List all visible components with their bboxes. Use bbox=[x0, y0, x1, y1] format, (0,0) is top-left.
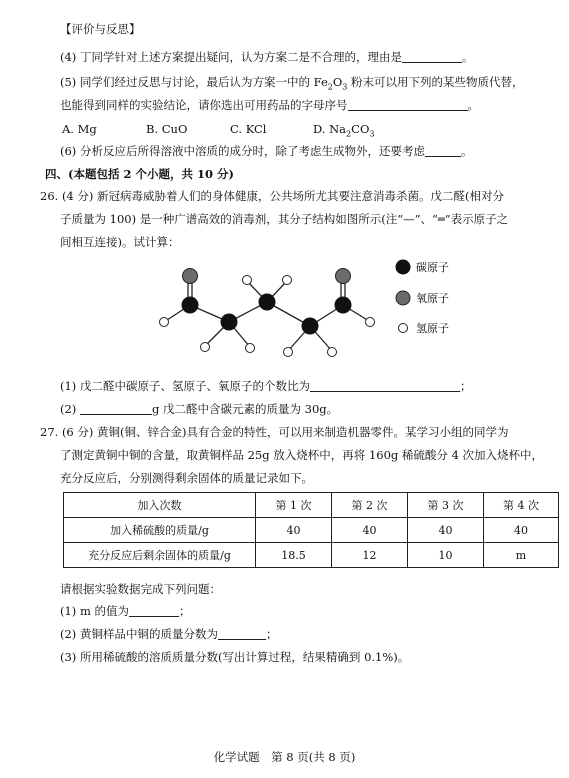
question-6: (6) 分析反应后所得溶液中溶质的成分时，除了考虑生成物外，还要考虑 。 bbox=[60, 144, 473, 158]
table-header-cell: 第 4 次 bbox=[484, 493, 559, 518]
table-cell: 40 bbox=[408, 518, 484, 543]
option-c: C. KCl bbox=[230, 122, 267, 136]
hydrogen-atom bbox=[243, 276, 252, 285]
table-cell: 40 bbox=[332, 518, 408, 543]
residual-solid-table bbox=[63, 492, 559, 568]
carbon-atom bbox=[182, 297, 199, 314]
answer-blank-26-2[interactable] bbox=[80, 402, 152, 415]
q27-sub1: (1) m 的值为 ； bbox=[60, 604, 191, 618]
question-4-text: (4) 丁同学针对上述方案提出疑问，认为方案二是不合理的，理由是 bbox=[60, 50, 402, 64]
carbon-atom bbox=[302, 318, 319, 335]
question-5-line1: (5) 同学们经过反思与讨论，最后认为方案一中的 $Fe_2O_3$ 粉末可以用下列的某些物质代替， bbox=[60, 75, 524, 92]
carbon-atom bbox=[259, 294, 276, 311]
table-row bbox=[64, 543, 559, 568]
q26-line1: 26. (4 分) 新冠病毒威胁着人们的身体健康，公共场所尤其要注意消毒杀菌。戊二醛(相对分 bbox=[40, 189, 505, 203]
oxygen-atom bbox=[183, 269, 198, 284]
question-4: (4) 丁同学针对上述方案提出疑问，认为方案二是不合理的，理由是 。 bbox=[60, 50, 474, 64]
q26-sub1: (1) 戊二醛中碳原子、氢原子、氧原子的个数比为 ； bbox=[60, 379, 472, 393]
legend-carbon-swatch bbox=[396, 260, 411, 275]
bonds bbox=[164, 281, 369, 351]
answer-blank-27-2[interactable] bbox=[218, 627, 266, 640]
table-row bbox=[64, 518, 559, 543]
q27-line1: 27. (6 分) 黄铜(铜、锌合金)具有合金的特性，可以用来制造机器零件。某学习小组的同学为 bbox=[40, 425, 509, 439]
table-cell: 40 bbox=[484, 518, 559, 543]
hydrogen-atom bbox=[328, 348, 337, 357]
table-header-row bbox=[64, 493, 559, 518]
q26-line2: 子质量为 100) 是一种广谱高效的消毒剂，其分子结构如图所示(注“—”、“═”表示原子之 bbox=[60, 212, 509, 226]
q27-line2: 了测定黄铜中铜的含量，取黄铜样品 25g 放入烧杯中，再将 160g 稀硫酸分 4 次加入烧杯中， bbox=[60, 448, 544, 462]
hydrogen-atom bbox=[283, 276, 292, 285]
legend-hydrogen-label: 氢原子 bbox=[416, 322, 449, 335]
answer-blank-6[interactable] bbox=[425, 144, 461, 157]
q27-sub2: (2) 黄铜样品中铜的质量分数为 ； bbox=[60, 627, 278, 641]
question-5-line2: 也能得到同样的实验结论，请你选出可用药品的字母序号 。 bbox=[60, 98, 479, 112]
table-cell: 10 bbox=[408, 543, 484, 568]
legend-hydrogen-swatch bbox=[399, 324, 408, 333]
option-a: A. Mg bbox=[62, 122, 97, 136]
answer-blank-5[interactable] bbox=[348, 98, 468, 111]
answer-blank-26-1[interactable] bbox=[310, 379, 460, 392]
eval-heading: 【评价与反思】 bbox=[60, 22, 141, 36]
q27-sub3: (3) 所用稀硫酸的溶质质量分数(写出计算过程，结果精确到 0.1%)。 bbox=[60, 650, 410, 664]
q26-line3: 间相互连接)。试计算： bbox=[60, 235, 180, 249]
table-cell: 充分反应后剩余固体的质量/g bbox=[64, 543, 256, 568]
answer-blank-27-1[interactable] bbox=[129, 604, 179, 617]
section-4-title: 四、(本题包括 2 个小题，共 10 分) bbox=[45, 167, 234, 181]
table-header-cell: 第 3 次 bbox=[408, 493, 484, 518]
glutaraldehyde-molecule-diagram bbox=[150, 255, 460, 370]
carbon-atom bbox=[221, 314, 238, 331]
legend-carbon-label: 碳原子 bbox=[416, 261, 449, 274]
option-b: B. CuO bbox=[146, 122, 188, 136]
hydrogen-atom bbox=[246, 344, 255, 353]
hydrogen-atom bbox=[160, 318, 169, 327]
carbon-atom bbox=[335, 297, 352, 314]
hydrogen-atom bbox=[201, 343, 210, 352]
table-cell: 加入稀硫酸的质量/g bbox=[64, 518, 256, 543]
page-footer: 化学试题 第 8 页(共 8 页) bbox=[213, 750, 356, 764]
q27-intro: 请根据实验数据完成下列问题： bbox=[60, 582, 221, 596]
table-header-cell: 第 1 次 bbox=[256, 493, 332, 518]
legend-oxygen-swatch bbox=[396, 291, 410, 305]
q26-sub2: (2) g 戊二醛中含碳元素的质量为 30g。 bbox=[60, 402, 339, 416]
q27-line3: 充分反应后，分别测得剩余固体的质量记录如下。 bbox=[60, 471, 313, 485]
option-d: D. $Na_2CO_3$ bbox=[313, 122, 375, 139]
legend-oxygen-label: 氧原子 bbox=[416, 292, 449, 305]
table-header-cell: 第 2 次 bbox=[332, 493, 408, 518]
table-cell: m bbox=[484, 543, 559, 568]
hydrogen-atom bbox=[366, 318, 375, 327]
answer-blank-4[interactable] bbox=[402, 50, 462, 63]
hydrogen-atom bbox=[284, 348, 293, 357]
table-header-cell: 加入次数 bbox=[64, 493, 256, 518]
table-cell: 12 bbox=[332, 543, 408, 568]
oxygen-atom bbox=[336, 269, 351, 284]
table-cell: 40 bbox=[256, 518, 332, 543]
table-cell: 18.5 bbox=[256, 543, 332, 568]
